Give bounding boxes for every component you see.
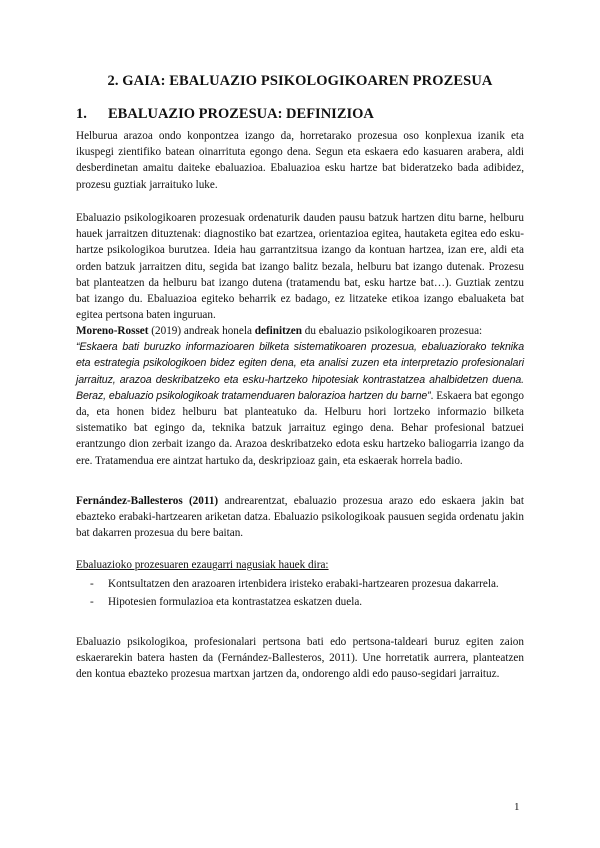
section-title: EBALUAZIO PROZESUA: DEFINIZIOA	[108, 106, 374, 122]
list-item	[76, 594, 524, 610]
author-moreno-rosset: Moreno-Rosset	[76, 325, 149, 337]
paragraph-1: Helburua arazoa ondo konpontzea izango da, horretarako prozesua oso konplexua izanik eta ikuspegi zientifiko batean oinarrituta egongo dena. Segun eta eskaera edo kasuaren arabera, aldi desberdinetan amaitu daiteke ebaluazioa. Ebaluazioa esku hartze bat bideratzeko bada adibidez, prozesu guztiak jarraituko luke.	[76, 130, 524, 191]
features-heading: Ebaluazioko prozesuaren ezaugarri nagusiak hauek dira:	[76, 559, 329, 571]
paragraph-5: Ebaluazio psikologikoa, profesionalari pertsona bati edo pertsona-taldeari buruz egiten zaion eskaerarekin batera hasten da (Fernández-Ballesteros, 2011). Une horretatik aurrera, planteatzen den kontua ebazteko prozesua martxan jartzen da, ondorengo aldi edo pauso-segidari jarraituz.	[76, 636, 524, 681]
page-number: 1	[514, 801, 520, 813]
list-item-text: Hipotesien formulazioa eta kontrastatzea eskatzen duela.	[108, 596, 363, 609]
list-item-text: Kontsultatzen den arazoaren irtenbidera iristeko erabaki-hartzearen prozesua dakarrela.	[108, 578, 499, 590]
section-number: 1.	[76, 106, 87, 122]
paragraph-4	[76, 493, 524, 542]
bold-keyword: definitzen	[254, 325, 302, 337]
definition-quote: “Eskaera bati buruzko informazioaren bilketa sistematikoaren prozesua, ebaluaziorako teknika eta estrategia psikologikoen bidez egiten dena, eta analisi zuzen eta interpretazio profesionalari jarraituz, arazoa deskribatzeko eta esku-hartzeko hipotesiak kontrastatzea ahalbidetzen duena. Beraz, ebaluazio psikologikoak tratamenduaren balorazioa hartzen du barne”	[76, 341, 524, 402]
author-fernandez-ballesteros: Fernández-Ballesteros (2011)	[76, 495, 219, 507]
list-item	[76, 576, 524, 592]
paragraph-3-rest: . Eskaera bat egongo da, eta honen bidez helburu bat planteatuko da. Helburu hori lortzeko informazio bilketa sistematiko bat egingo da, teknika batzuk jarraituz egingo dena. Behar profesional batzuei erantzungo dion zerbait izango da. Arazoa deskribatzeko edota esku hartzeko baliogarria izango da ere. Tratamendua ere aintzat hartuko da, deskripzioaz gain, eta eskaerak horrela badio.	[76, 389, 524, 467]
intro-end-text: du ebaluazio psikologikoaren prozesua:	[301, 325, 483, 337]
dash-bullet: -	[90, 596, 94, 609]
chapter-title: 2. GAIA: EBALUAZIO PSIKOLOGIKOAREN PROZESUA	[107, 73, 493, 89]
features-list	[76, 576, 524, 610]
section-heading	[76, 106, 374, 123]
paragraph-4-rest: andrearentzat, ebaluazio prozesua arazo edo eskaera jakin bat ebazteko erabaki-hartzearen ariketan datza. Ebaluazio psikologikoak pausuen segida ordenatu jakin bat dakarren prozesua du bere baitan.	[76, 495, 524, 540]
paragraph-2: Ebaluazio psikologikoaren prozesuak ordenaturik dauden pausu batzuk hartzen ditu barne, helburu hauek jarraitzen dituztenak: diagnostiko bat ezartzea, orientazioa egitea, hautaketa egitea edo esku-hartze psikologikoa burutzea. Ideia hau garrantzitsua izango da kontuan hartzea, izan ere, aldi eta orden batzuk jarraitzen ditu, segida bat izango balitz bezala, helburu bat izango dutenak. Prozesu bat planteatzen da helburu bat izango dutena (tratamendu bat, esku hartze bat…). Guztiak zentzu bat izango du. Ebaluazioa egiteko beharrik ez badago, ez litzateke etikoa izango ebaluaketa bat egitea pertsona baten inguruan.	[76, 212, 524, 322]
author-intro-text: (2019) andreak honela	[148, 325, 255, 337]
paragraph-3-definition	[76, 323, 524, 469]
dash-bullet: -	[90, 578, 94, 590]
